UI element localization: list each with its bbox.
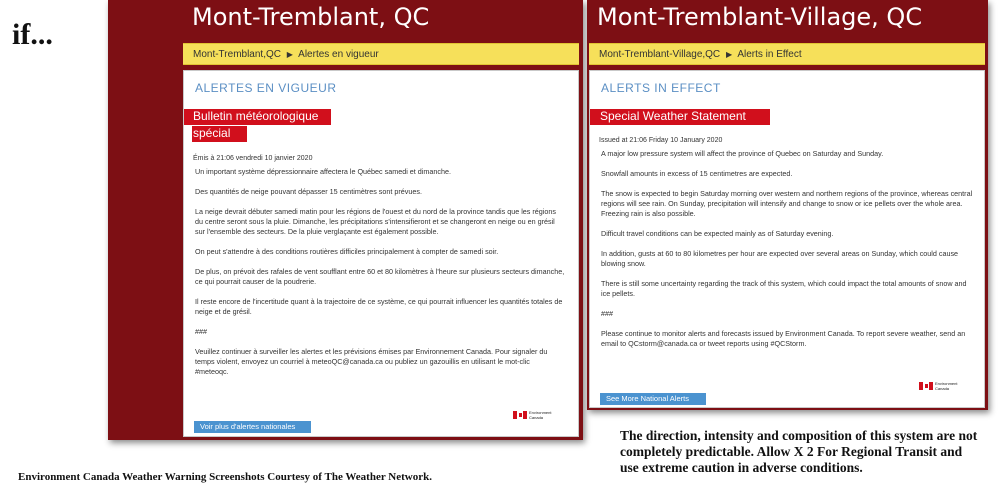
logo-line2: Canada: [529, 415, 544, 420]
more-national-alerts-button[interactable]: Voir plus d'alertes nationales: [194, 421, 311, 433]
breadcrumb-current-page: Alertes en vigueur: [298, 49, 379, 60]
breadcrumb-arrow-icon: ▶: [286, 50, 293, 59]
canada-flag-icon: [919, 382, 933, 390]
alert-paragraph: Snowfall amounts in excess of 15 centimetres are expected.: [601, 169, 793, 178]
issued-timestamp: Émis à 21:06 vendredi 10 janvier 2020: [193, 155, 313, 162]
environment-canada-logo: [919, 381, 957, 391]
breadcrumb: [589, 43, 985, 65]
alert-paragraph: The snow is expected to begin Saturday morning over western and northern regions of the province, whereas central regions will see rain. On Sunday, precipitation will intensify and change to snow or ice pellets over the whole area. Freezing rain is also possible.: [601, 189, 973, 218]
footer-credit: Environment Canada Weather Warning Screenshots Courtesy of The Weather Network.: [18, 471, 432, 483]
alert-paragraph: Difficult travel conditions can be expected mainly as of Saturday evening.: [601, 229, 834, 238]
french-alert-panel: [108, 0, 583, 440]
alert-paragraph: Des quantités de neige pouvant dépasser 15 centimètres sont prévues.: [195, 187, 422, 196]
alert-paragraph: There is still some uncertainty regarding the track of this system, which could impact the total amounts of snow and ice pellets.: [601, 279, 967, 298]
alert-content-card: [183, 70, 579, 437]
alert-paragraph: ###: [601, 309, 613, 318]
alert-paragraph: Un important système dépressionnaire affectera le Québec samedi et dimanche.: [195, 167, 451, 176]
alert-paragraph: Please continue to monitor alerts and forecasts issued by Environment Canada. To report severe weather, send an email to QCstorm@canada.ca or tweet reports using #QCStorm.: [601, 329, 966, 348]
alert-body: [601, 149, 973, 359]
alert-paragraph: A major low pressure system will affect the province of Quebec on Saturday and Sunday.: [601, 149, 884, 158]
alerts-heading: ALERTS IN EFFECT: [601, 81, 721, 95]
location-title: Mont-Tremblant-Village, QC: [597, 3, 923, 31]
more-national-alerts-button[interactable]: See More National Alerts: [600, 393, 706, 405]
location-title: Mont-Tremblant, QC: [192, 3, 430, 31]
logo-line1: Environment: [529, 410, 552, 415]
breadcrumb-current-page: Alerts in Effect: [737, 49, 802, 60]
breadcrumb: [183, 43, 579, 65]
alert-paragraph: In addition, gusts at 60 to 80 kilometres per hour are expected over several areas on Sunday, which could cause blowing snow.: [601, 249, 959, 268]
breadcrumb-arrow-icon: ▶: [725, 50, 733, 59]
alert-type-badge-line1: Bulletin météorologique: [184, 109, 331, 125]
environment-canada-logo: [513, 410, 551, 420]
alert-paragraph: Il reste encore de l'incertitude quant à la trajectoire de ce système, ce qui pourrait influencer les quantités totales de neige et de grésil.: [195, 297, 563, 316]
alert-paragraph: ###: [195, 327, 207, 336]
english-alert-panel: [587, 0, 988, 410]
alert-paragraph: On peut s'attendre à des conditions routières difficiles principalement à compter de samedi soir.: [195, 247, 499, 256]
canada-flag-icon: [513, 411, 527, 419]
alert-content-card: [589, 70, 985, 408]
logo-line1: Environment: [935, 381, 958, 386]
alert-type-badge-line2: spécial: [192, 126, 247, 142]
alert-paragraph: Veuillez continuer à surveiller les alertes et les prévisions émises par Environnement Canada. Pour signaler du temps violent, envoyez un courriel à meteoQC@canada.ca ou publiez un gazouillis en utilisant le mot-clic #meteoqc.: [195, 347, 548, 376]
breadcrumb-location-link[interactable]: Mont-Tremblant-Village,QC: [599, 49, 721, 60]
alert-paragraph: La neige devrait débuter samedi matin pour les régions de l'ouest et du nord de la province tandis que les régions du centre seront sous la pluie. Dimanche, les précipitations s'intensifieront et se changeront en neige ou en grésil sur l'ensemble des secteurs. De la pluie verglaçante est également possible.: [195, 207, 556, 236]
breadcrumb-location-link[interactable]: Mont-Tremblant,QC: [193, 49, 281, 60]
intro-text: if...: [12, 18, 53, 51]
logo-line2: Canada: [935, 386, 950, 391]
alert-body: [195, 167, 565, 387]
alerts-heading: ALERTES EN VIGUEUR: [195, 81, 337, 95]
alert-paragraph: De plus, on prévoit des rafales de vent soufflant entre 60 et 80 kilomètres à l'heure sur plusieurs secteurs dimanche, ce qui pourrait causer de la poudrerie.: [195, 267, 565, 286]
advisory-note: The direction, intensity and composition of this system are not completely predictable. Allow X 2 For Regional Transit and use extreme caution in adverse conditions.: [620, 428, 978, 475]
alert-type-badge: Special Weather Statement: [590, 109, 770, 125]
issued-timestamp: Issued at 21:06 Friday 10 January 2020: [599, 137, 723, 144]
